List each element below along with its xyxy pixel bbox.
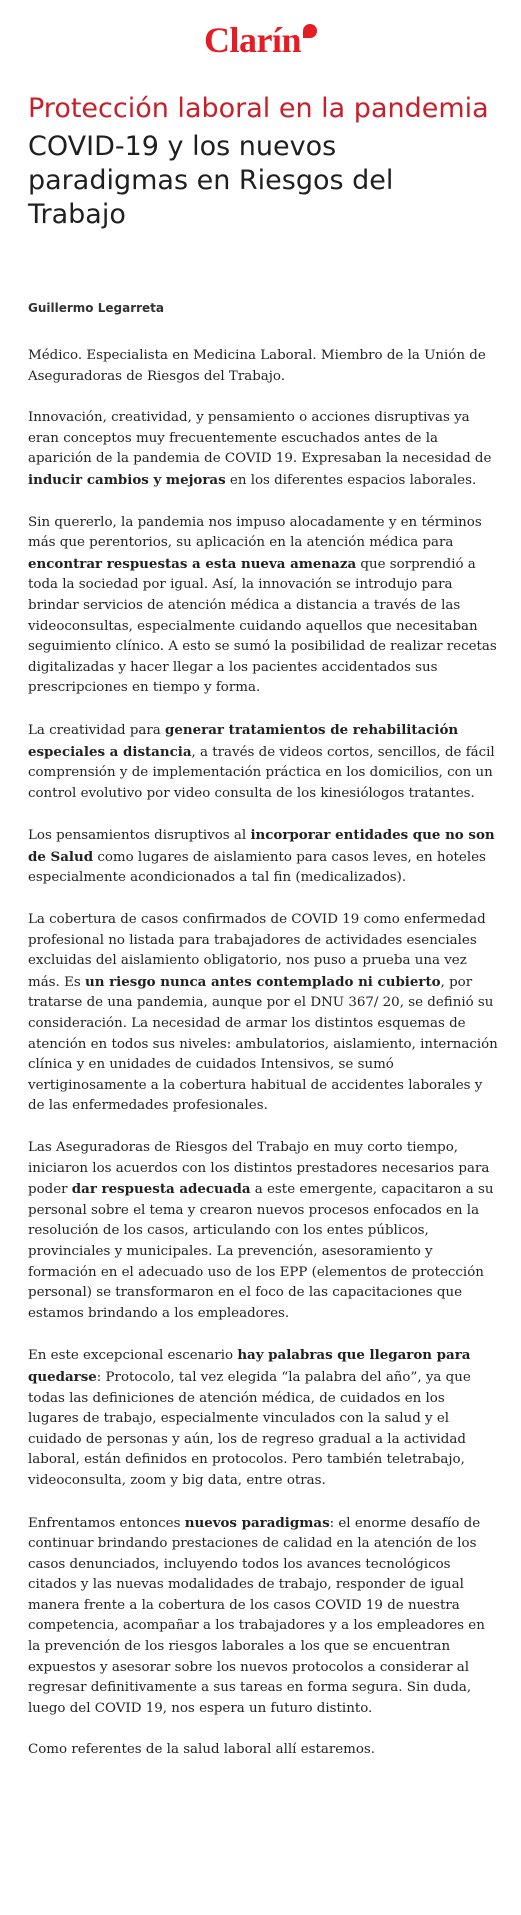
paragraph-text: a este emergente, capacitaron a su personal sobre el tema y crearon nuevos procesos enfocados en la resolución de los casos, articulando con los entes públicos, provinciales y municipales. La prevención, asesoramiento y formación en el adecuado uso de los EPP (elementos de protección personal) se transformaron en el foco de las capacitaciones que estamos brindando a los empleadores. [28, 1182, 494, 1321]
article-paragraph [28, 1740, 498, 1761]
paragraph-text: Como referentes de la salud laboral allí estaremos. [28, 1742, 376, 1758]
paragraph-text: Las Aseguradoras de Riesgos del Trabajo en muy corto tiempo, iniciaron los acuerdos con los distintos prestadores necesarios para poder [28, 1140, 490, 1198]
paragraph-text: Innovación, creatividad, y pensamiento o acciones disruptivas ya eran conceptos muy frecuentemente escuchados antes de la aparición de la pandemia de COVID 19. Expresaban la necesidad de [28, 410, 492, 467]
masthead [0, 20, 521, 60]
emphasis-text: inducir cambios y mejoras [28, 471, 226, 488]
article-kicker: Protección laboral en la pandemia [28, 93, 489, 124]
emphasis-text: nuevos paradigmas [184, 1514, 330, 1531]
paragraph-text: Los pensamientos disruptivos al [28, 828, 251, 844]
logo-mark-icon [303, 24, 317, 38]
article-body [28, 346, 498, 1782]
paragraph-text: en los diferentes espacios laborales. [225, 472, 477, 488]
paragraph-text: , por tratarse de una pandemia, aunque por el DNU 367/ 20, se definió su consideración. La necesidad de armar los distintos esquemas de atención en todos sus niveles: ambulatorios, aislamiento, internación clínica y en unidades de cuidados Intensivos, se sumó vertiginosamente a la cobertura habitual de accidentes laborales y de las enfermedades profesionales. [28, 974, 498, 1114]
paragraph-text: : Protocolo, tal vez elegida “la palabra del año”, ya que todas las definiciones de atención médica, de cuidados en los lugares de trabajo, especialmente vinculados con la salud y el cuidado de personas y aún, los de regreso gradual a la actividad laboral, están definidos en protocolos. Pero también teletrabajo, videoconsulta, zoom y big data, entre otras. [28, 1369, 471, 1488]
emphasis-text: un riesgo nunca antes contemplado ni cubierto [84, 973, 441, 990]
article-paragraph [28, 1138, 498, 1324]
paragraph-text: La creatividad para [28, 722, 166, 738]
emphasis-text: generar tratamientos de rehabilitación especiales a distancia [28, 721, 459, 760]
article-paragraph [28, 346, 498, 387]
article-paragraph [28, 910, 498, 1117]
emphasis-text: incorporar entidades que no son de Salud [28, 827, 495, 865]
paragraph-text: : el enorme desafío de continuar brindando prestaciones de calidad en la atención de los casos denunciados, incluyendo todos los avances tecnológicos citados y las nuevas modalidades de trabajo, responder de igual manera frente a la cobertura de los casos COVID 19 de nuestra competencia, acompañar a los trabajadores y a los empleadores en la prevención de los riesgos laborales a los que se encuentran expuestos y asesorar sobre los nuevos protocolos a considerar al regresar definitivamente a sus tareas en forma segura. Sin duda, luego del COVID 19, nos espera un futuro distinto. [28, 1515, 485, 1716]
article-paragraph [28, 1513, 498, 1720]
article-paragraph [28, 720, 498, 804]
article-title: COVID-19 y los nuevos paradigmas en Riesgos del Trabajo [28, 131, 394, 230]
paragraph-text: En este excepcional escenario [28, 1348, 238, 1364]
paragraph-text: Enfrentamos entonces [28, 1515, 185, 1531]
paragraph-text: Médico. Especialista en Medicina Laboral. Miembro de la Unión de Aseguradoras de Riesgos del Trabajo. [28, 348, 486, 384]
clarin-logo[interactable] [204, 20, 317, 60]
article-paragraph [28, 825, 498, 889]
paragraph-text: Sin quererlo, la pandemia nos impuso alocadamente y en términos más que perentorios, su aplicación en la atención médica para [28, 514, 482, 551]
article-author[interactable]: Guillermo Legarreta [28, 301, 164, 315]
paragraph-text: que sorprendió a toda la sociedad por igual. Así, la innovación se introdujo para brindar servicios de atención médica a distancia a través de las videoconsultas, especialmente cuidando aquellos que necesitaban seguimiento clínico. A esto se sumó la posibilidad de realizar recetas digitalizadas y hacer llegar a los pacientes accidentados sus prescripciones en tiempo y forma. [28, 556, 497, 696]
paragraph-text: La cobertura de casos confirmados de COVID 19 como enfermedad profesional no listada para trabajadores de actividades esenciales excluidas del aislamiento obligatorio, nos puso a prueba una vez más. Es [28, 912, 486, 990]
article-paragraph [28, 408, 498, 491]
paragraph-text: como lugares de aislamiento para casos leves, en hoteles especialmente acondicionados a tal fin (medicalizados). [28, 849, 486, 886]
emphasis-text: hay palabras que llegaron para quedarse [28, 1347, 471, 1385]
emphasis-text: encontrar respuestas a esta nueva amenaza [28, 555, 357, 572]
article-paragraph [28, 1345, 498, 1491]
article-paragraph [28, 513, 498, 699]
emphasis-text: dar respuesta adecuada [71, 1181, 251, 1198]
paragraph-text: , a través de videos cortos, sencillos, de fácil comprensión y de implementación práctica en los domicilios, con un control evolutivo por video consulta de los kinesiólogos tratantes. [28, 744, 495, 801]
logo-wordmark: Clarín [203, 20, 301, 60]
article-header [28, 92, 498, 232]
